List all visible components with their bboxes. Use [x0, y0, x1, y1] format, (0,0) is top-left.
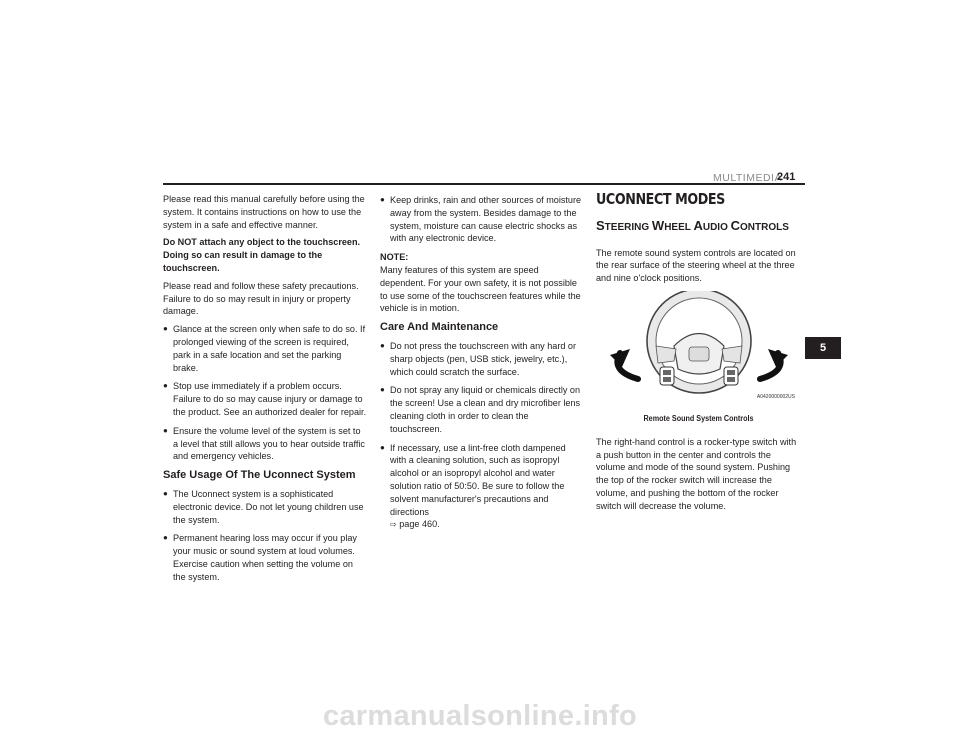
- list-item: ● Do not spray any liquid or chemicals directly on the screen! Use a clean and dry microfiber lens cleaning cloth in order to clean the touchscreen.: [380, 385, 581, 434]
- bullet-icon: ●: [380, 385, 385, 395]
- bullet-icon: ●: [163, 425, 168, 435]
- list-item: ● Stop use immediately if a problem occurs. Failure to do so may cause injury or damage to the product. See an authorized dealer for repair.: [163, 381, 367, 417]
- precautions-paragraph: Please read and follow these safety precautions. Failure to do so may result in injury or property damage.: [163, 280, 359, 317]
- page-number: 241: [777, 171, 796, 183]
- controls-intro: The remote sound system controls are located on the rear surface of the steering wheel at the three and nine o'clock positions.: [596, 247, 796, 284]
- page-reference-link[interactable]: page 460.: [399, 519, 440, 530]
- header-rule: [163, 183, 805, 185]
- moisture-list: [380, 194, 583, 245]
- safe-usage-list: [163, 488, 368, 584]
- watermark: carmanualsonline.info: [322, 700, 638, 732]
- bullet-icon: ●: [380, 340, 385, 350]
- safe-usage-heading: Safe Usage Of The Uconnect System: [163, 469, 356, 482]
- column-2: [380, 194, 583, 538]
- warning-paragraph: Do NOT attach any object to the touchscreen. Doing so can result in damage to the touchscreen.: [163, 237, 361, 273]
- section-title: MULTIMEDIA: [713, 172, 782, 184]
- list-item: ● Do not press the touchscreen with any hard or sharp objects (pen, USB stick, jewelry, etc.), which could scratch the surface.: [380, 340, 577, 377]
- figure-code: A0420000002US: [756, 393, 795, 400]
- steering-wheel-icon: [596, 291, 801, 401]
- column-1: [163, 193, 368, 590]
- chapter-heading: UCONNECT MODES: [596, 190, 725, 208]
- column-3: [596, 190, 801, 518]
- page-reference-icon: ⇨: [390, 520, 397, 530]
- list-item: ● The Uconnect system is a sophisticated electronic device. Do not let young children use the system.: [163, 488, 364, 525]
- bullet-icon: ●: [163, 381, 168, 391]
- intro-paragraph: Please read this manual carefully before using the system. It contains instructions on how to use the system in a safe and effective manner.: [163, 194, 365, 230]
- care-heading: Care And Maintenance: [380, 321, 499, 334]
- note-label: NOTE:: [380, 252, 409, 263]
- precautions-list: [163, 323, 368, 463]
- steering-wheel-figure: [596, 291, 801, 411]
- bullet-icon: ●: [163, 488, 168, 498]
- bullet-icon: ●: [163, 533, 168, 543]
- chapter-tab: 5: [805, 337, 841, 359]
- figure-caption: Remote Sound System Controls: [643, 413, 754, 423]
- bullet-icon: ●: [380, 442, 385, 452]
- bullet-icon: ●: [163, 324, 168, 334]
- list-item: ● Glance at the screen only when safe to do so. If prolonged viewing of the screen is required, park in a safe location and set the parking brake.: [163, 324, 366, 373]
- steering-wheel-heading: STEERING WHEEL AUDIO CONTROLS: [596, 217, 789, 233]
- bullet-icon: ●: [380, 195, 385, 204]
- list-item: ● Ensure the volume level of the system is set to a level that still allows you to hear outside traffic and emergency vehicles.: [163, 425, 365, 462]
- list-item: ● Permanent hearing loss may occur if you play your music or sound system at loud volumes. Exercise caution when setting the volume on the system.: [163, 533, 357, 582]
- note-text: Many features of this system are speed dependent. For your own safety, it is not possible to use some of the touchscreen features while the vehicle is in motion.: [380, 264, 581, 314]
- list-item: ● If necessary, use a lint-free cloth dampened with a cleaning solution, such as isopropyl alcohol or an isopropyl alcohol and water solution ratio of 50:50. Be sure to follow the solvent manufacturer's precautions and directions ⇨ page 460.: [380, 442, 566, 530]
- controls-description: The right-hand control is a rocker-type switch with a push button in the center and controls the volume and mode of the sound system. Pushing the top of the rocker switch will increase the volume, and pushing the bottom of the rocker switch will decrease the volume.: [596, 436, 797, 511]
- list-item: ● Keep drinks, rain and other sources of moisture away from the system. Besides damage to the system, moisture can cause electric shocks as with any electronic device.: [380, 195, 582, 244]
- care-list: [380, 340, 583, 532]
